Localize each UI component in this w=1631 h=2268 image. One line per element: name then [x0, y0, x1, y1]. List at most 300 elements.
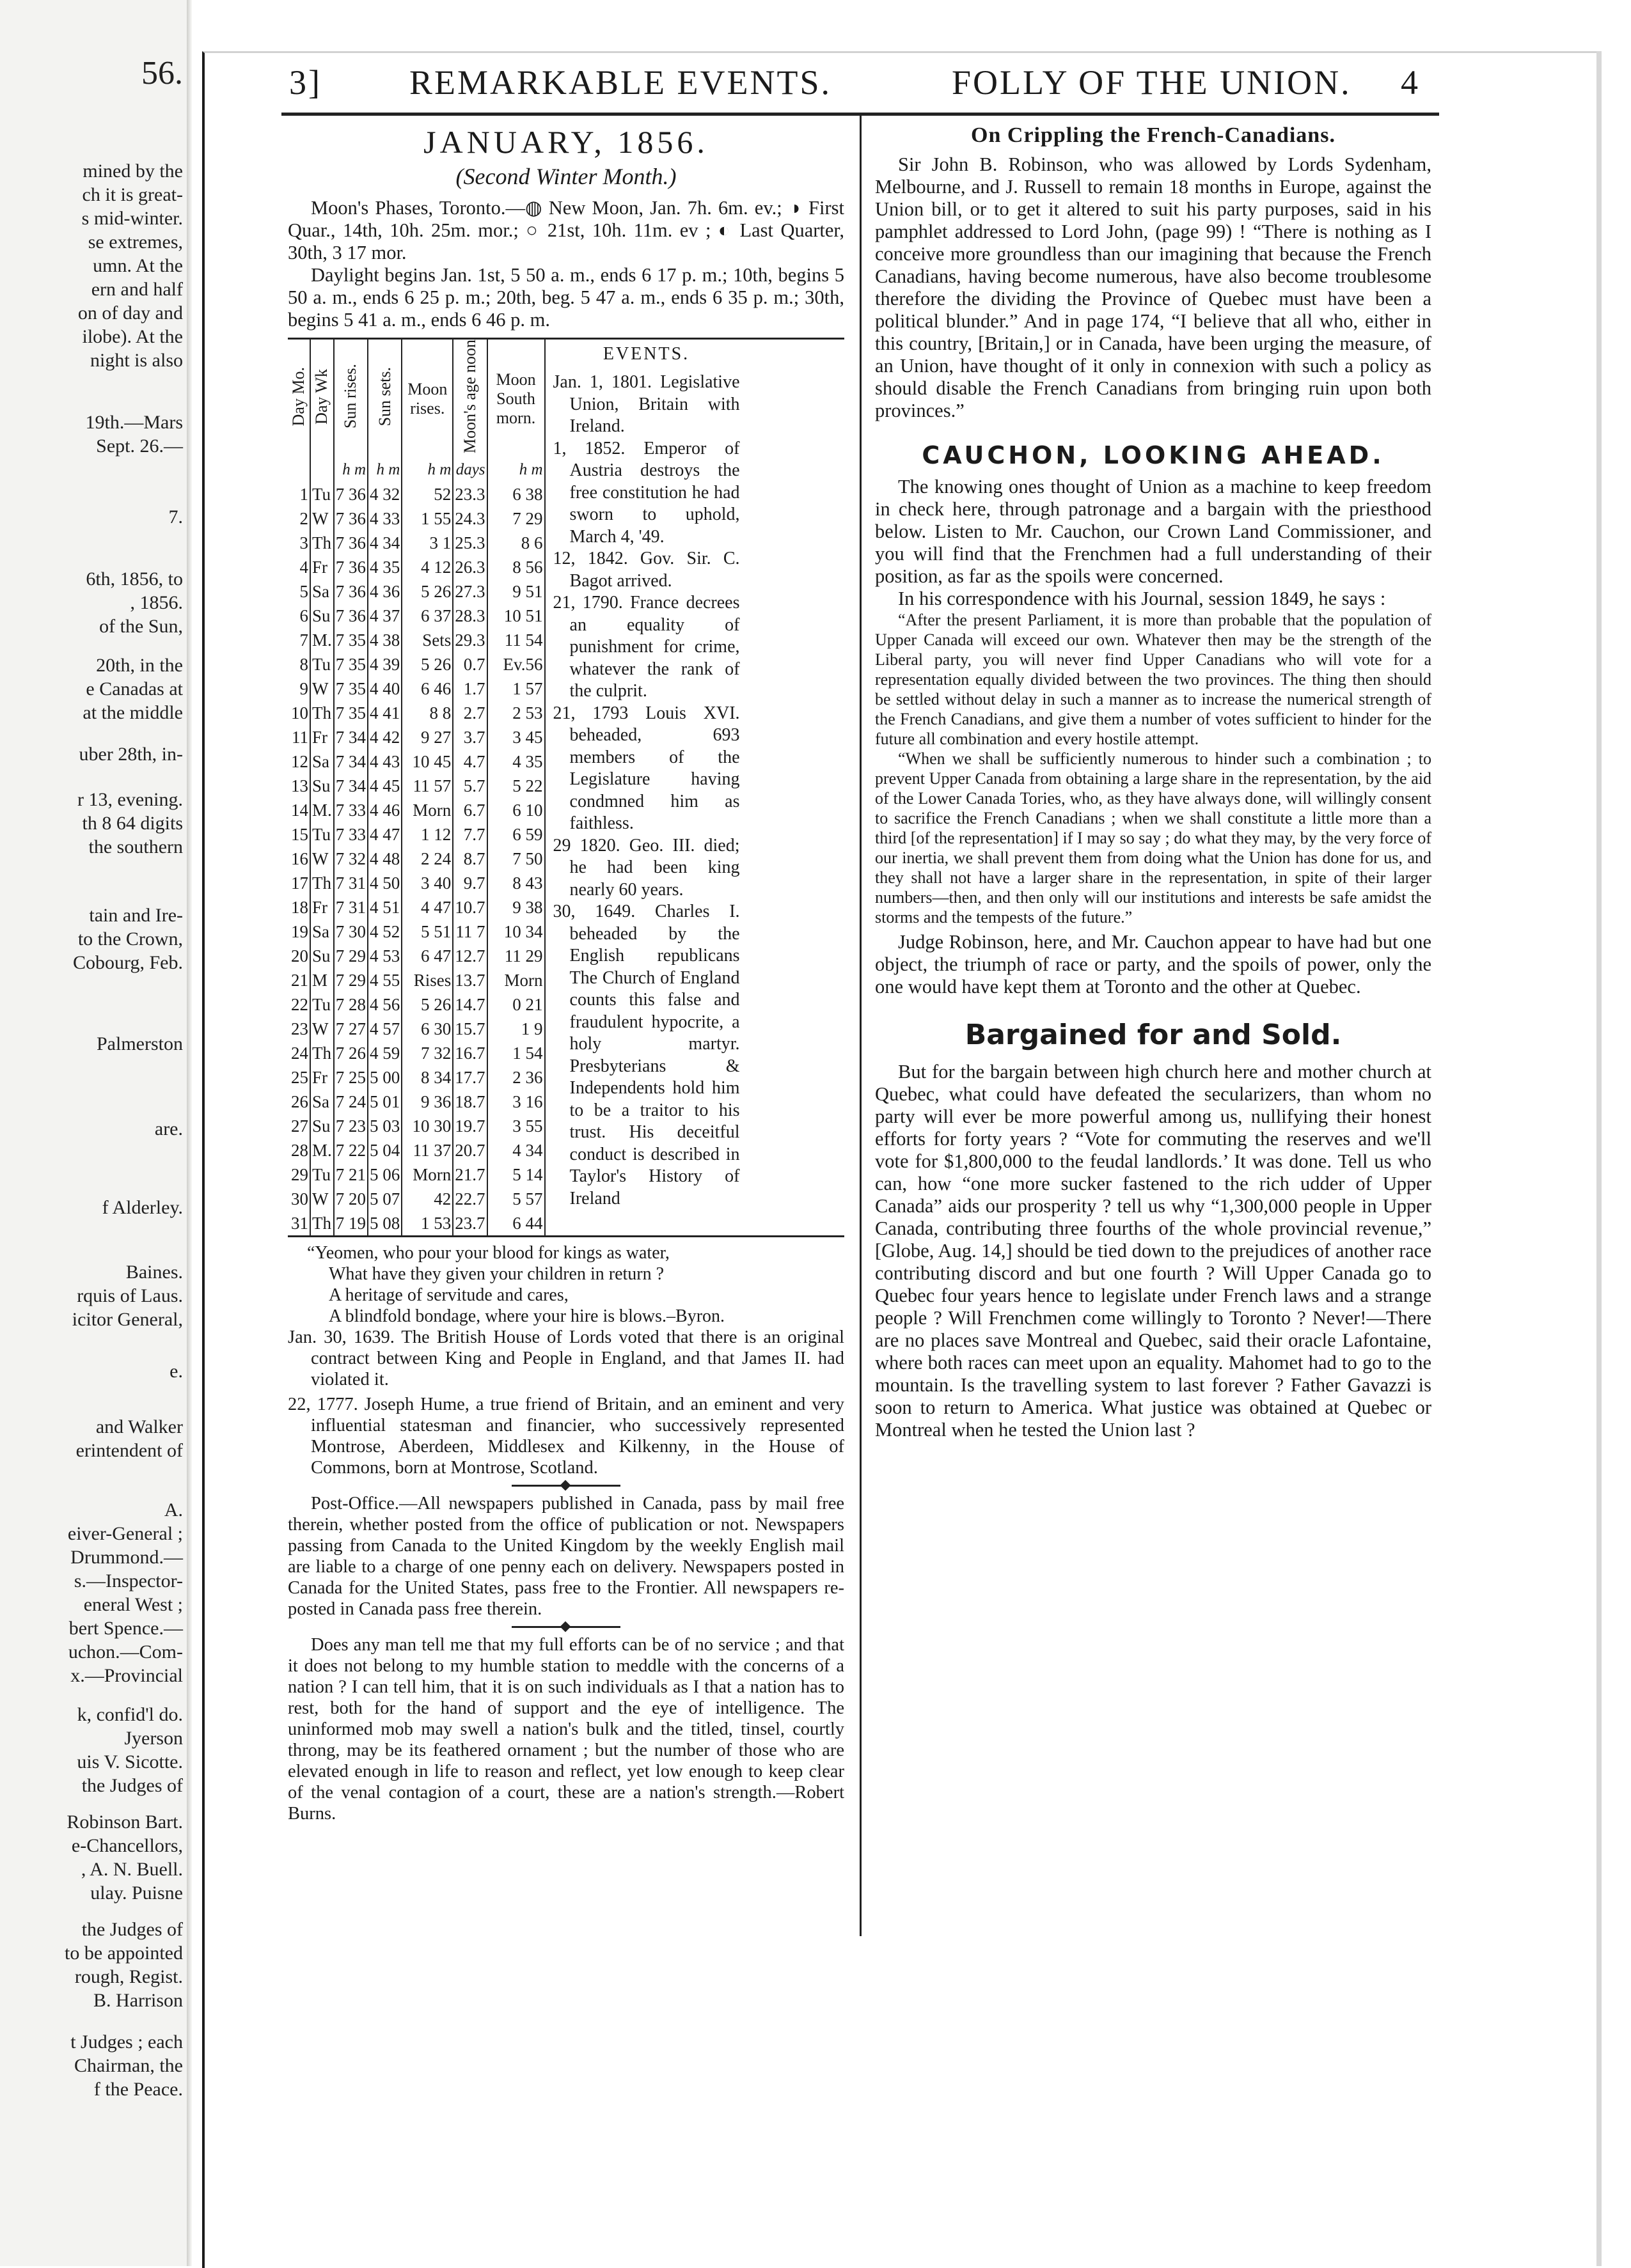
- almanac-cell: 1.7: [453, 676, 487, 701]
- previous-page-strip: [0, 0, 192, 2266]
- almanac-column-header: [334, 340, 368, 458]
- almanac-cell: 4 12: [402, 555, 453, 579]
- almanac-row: [288, 506, 544, 531]
- almanac-cell: 1 57: [487, 676, 544, 701]
- page-number-right: 4: [1401, 63, 1420, 102]
- almanac-cell: 11 37: [402, 1138, 453, 1162]
- almanac-cell: 31: [291, 1214, 308, 1233]
- almanac-cell: 14: [291, 801, 308, 820]
- almanac-cell: 4 59: [368, 1041, 402, 1065]
- previous-page-line: f Alderley.: [102, 1197, 183, 1218]
- almanac-cell: Sa: [310, 919, 334, 944]
- almanac-cell: Fr: [310, 555, 334, 579]
- previous-page-line: ilobe). At the: [82, 326, 183, 347]
- previous-page-line: are.: [154, 1118, 183, 1139]
- almanac-cell: 7 36: [334, 506, 368, 531]
- previous-page-line: Jyerson: [124, 1728, 183, 1749]
- almanac-cell: 7 30: [334, 919, 368, 944]
- almanac-cell: 4 56: [368, 992, 402, 1017]
- previous-page-line: the Judges of: [81, 1919, 183, 1940]
- almanac-unit: [310, 458, 334, 482]
- almanac-cell: 5 26: [402, 652, 453, 676]
- almanac-cell: 2.7: [453, 701, 487, 725]
- almanac-cell: Rises: [402, 968, 453, 992]
- almanac-cell: 7 35: [334, 676, 368, 701]
- page-fold: [187, 0, 192, 2266]
- almanac-cell: 6 44: [487, 1211, 544, 1235]
- almanac-cell: 24.3: [453, 506, 487, 531]
- almanac-row: [288, 1090, 544, 1114]
- previous-page-line: ulay. Puisne: [90, 1882, 183, 1904]
- almanac-cell: 15.7: [453, 1017, 487, 1041]
- almanac-row: [288, 822, 544, 847]
- almanac-cell: 21.7: [453, 1162, 487, 1187]
- almanac-row: [288, 919, 544, 944]
- almanac-cell: 7 50: [487, 847, 544, 871]
- almanac-cell: 9: [299, 679, 308, 699]
- almanac-cell: 9.7: [453, 871, 487, 895]
- almanac-cell: 23.7: [453, 1211, 487, 1235]
- almanac-cell: 7 20: [334, 1187, 368, 1211]
- almanac-cell: 4 45: [368, 774, 402, 798]
- previous-page-line: 19th.—Mars: [85, 412, 183, 433]
- previous-page-line: eneral West ;: [83, 1594, 183, 1615]
- previous-page-line: e Canadas at: [86, 678, 183, 700]
- almanac-cell: 19.7: [453, 1114, 487, 1138]
- previous-page-line: 7.: [168, 506, 183, 528]
- almanac-unit: days: [453, 458, 487, 482]
- almanac-cell: 8.7: [453, 847, 487, 871]
- almanac-cell: 7 34: [334, 725, 368, 749]
- previous-page-line: to be appointed: [65, 1943, 183, 1964]
- almanac-cell: 2 24: [402, 847, 453, 871]
- almanac-cell: 4 55: [368, 968, 402, 992]
- almanac-column-label: Sun rises.: [341, 364, 360, 429]
- almanac-cell: 4 34: [487, 1138, 544, 1162]
- column-rule: [860, 114, 862, 1936]
- almanac-cell: 1 55: [402, 506, 453, 531]
- almanac-cell: 7 33: [334, 798, 368, 822]
- almanac-cell: 7 29: [334, 968, 368, 992]
- almanac-cell: 6.7: [453, 798, 487, 822]
- previous-page-line: A.: [164, 1499, 183, 1521]
- almanac-cell: 22.7: [453, 1187, 487, 1211]
- almanac-unit: h m: [368, 458, 402, 482]
- almanac-cell: 4: [299, 558, 308, 577]
- poem-line: A blindfold bondage, where your hire is blows.–Byron.: [329, 1306, 725, 1327]
- almanac-calendar: [288, 338, 844, 1237]
- previous-page-line: 6th, 1856, to: [86, 568, 183, 590]
- article-heading-cauchon: CAUCHON, LOOKING AHEAD.: [922, 441, 1385, 469]
- almanac-units-row: [288, 458, 544, 482]
- almanac-cell: 5 03: [368, 1114, 402, 1138]
- previous-page-line: Chairman, the: [74, 2055, 183, 2076]
- almanac-cell: 25: [291, 1068, 308, 1088]
- almanac-unit: h m: [334, 458, 368, 482]
- almanac-cell: 4 53: [368, 944, 402, 968]
- almanac-cell: 5 00: [368, 1065, 402, 1090]
- poem-line: What have they given your children in return ?: [329, 1264, 665, 1285]
- previous-page-line: tain and Ire-: [89, 905, 183, 926]
- almanac-cell: 3 55: [487, 1114, 544, 1138]
- almanac-header-row: [288, 340, 544, 458]
- previous-page-line: and Walker: [95, 1416, 183, 1437]
- almanac-row: [288, 968, 544, 992]
- almanac-cell: 30: [291, 1189, 308, 1209]
- previous-page-line: erintendent of: [75, 1440, 183, 1461]
- almanac-row: [288, 1017, 544, 1041]
- almanac-cell: 13: [291, 776, 308, 796]
- almanac-cell: Th: [310, 871, 334, 895]
- almanac-cell: 7 23: [334, 1114, 368, 1138]
- almanac-cell: 23: [291, 1019, 308, 1039]
- almanac-row: [288, 1041, 544, 1065]
- almanac-cell: 6: [299, 606, 308, 626]
- post-office-notice: Post-Office.—All newspapers published in Canada, pass by mail free therein, whether posted from the office of publication or not. Newspapers passing from Canada to the United Kingdom by the weekly English mail are liable to a charge of one penny each on delivery. Newspapers posted in Canada for the United States, pass free to the Frontier. All newspapers re-posted in Canada pass free therein.: [288, 1494, 844, 1620]
- almanac-cell: 8 56: [487, 555, 544, 579]
- almanac-cell: Morn: [487, 968, 544, 992]
- previous-page-line: umn. At the: [93, 255, 183, 276]
- previous-page-line: r 13, evening.: [77, 789, 183, 810]
- previous-page-line: k, confid'l do.: [77, 1704, 183, 1725]
- almanac-cell: 8: [299, 655, 308, 675]
- almanac-cell: 20: [291, 946, 308, 966]
- previous-page-line: Baines.: [125, 1262, 183, 1283]
- almanac-table: [288, 340, 544, 1235]
- previous-page-line: , 1856.: [130, 592, 183, 613]
- almanac-cell: 52: [402, 482, 453, 506]
- previous-page-line: , A. N. Buell.: [81, 1859, 183, 1880]
- almanac-cell: M.: [310, 628, 334, 652]
- almanac-cell: 10 51: [487, 604, 544, 628]
- almanac-row: [288, 871, 544, 895]
- month-title: JANUARY, 1856.: [423, 124, 709, 160]
- almanac-row: [288, 749, 544, 774]
- almanac-cell: 25.3: [453, 531, 487, 555]
- almanac-cell: 1 12: [402, 822, 453, 847]
- previous-page-line: the southern: [88, 836, 183, 857]
- previous-page-line: uis V. Sicotte.: [77, 1751, 183, 1772]
- almanac-cell: 17.7: [453, 1065, 487, 1090]
- almanac-cell: M: [310, 968, 334, 992]
- poem-line: “Yeomen, who pour your blood for kings as water,: [307, 1243, 670, 1263]
- almanac-cell: 7 35: [334, 652, 368, 676]
- ornament-divider: [512, 1626, 620, 1628]
- previous-page-line: Cobourg, Feb.: [73, 952, 183, 973]
- almanac-cell: 16: [291, 849, 308, 869]
- almanac-cell: 12.7: [453, 944, 487, 968]
- almanac-cell: 8 34: [402, 1065, 453, 1090]
- almanac-cell: Tu: [310, 992, 334, 1017]
- almanac-cell: 42: [402, 1187, 453, 1211]
- previous-page-line: ern and half: [91, 279, 183, 300]
- almanac-row: [288, 992, 544, 1017]
- article-paragraph: The knowing ones thought of Union as a machine to keep freedom in check here, through patronage and a bargain with the priesthood below. Listen to Mr. Cauchon, our Crown Land Commissioner, and you will find that the Frenchmen had a full understanding of their position, as far as the spoils were concerned.: [875, 476, 1431, 587]
- almanac-cell: 7 29: [487, 506, 544, 531]
- almanac-cell: 4 36: [368, 579, 402, 604]
- almanac-cell: 8 8: [402, 701, 453, 725]
- almanac-cell: 7 36: [334, 604, 368, 628]
- almanac-cell: Sa: [310, 1090, 334, 1114]
- almanac-cell: 3 16: [487, 1090, 544, 1114]
- almanac-cell: 5 06: [368, 1162, 402, 1187]
- almanac-body: [288, 458, 544, 1235]
- almanac-cell: 26.3: [453, 555, 487, 579]
- almanac-cell: 13.7: [453, 968, 487, 992]
- almanac-cell: 6 37: [402, 604, 453, 628]
- almanac-row: [288, 798, 544, 822]
- almanac-cell: 4 47: [368, 822, 402, 847]
- event-item: 12, 1842. Gov. Sir. C. Bagot arrived.: [553, 549, 740, 591]
- almanac-cell: 4 57: [368, 1017, 402, 1041]
- almanac-cell: 9 51: [487, 579, 544, 604]
- previous-page-line: at the middle: [83, 702, 183, 723]
- almanac-cell: 1: [299, 485, 308, 504]
- almanac-cell: W: [310, 1017, 334, 1041]
- previous-page-line: night is also: [90, 350, 183, 371]
- previous-page-line: Sept. 26.—: [96, 435, 183, 457]
- previous-page-line: f the Peace.: [93, 2079, 183, 2100]
- left-column-articles: [288, 1327, 844, 1824]
- running-title-left: REMARKABLE EVENTS.: [409, 63, 831, 102]
- almanac-cell: 9 36: [402, 1090, 453, 1114]
- almanac-row: [288, 482, 544, 506]
- almanac-cell: Sets: [402, 628, 453, 652]
- almanac-unit: h m: [487, 458, 544, 482]
- previous-page-line: Drummond.—: [70, 1547, 183, 1568]
- almanac-row: [288, 531, 544, 555]
- almanac-row: [288, 676, 544, 701]
- almanac-cell: 5: [299, 582, 308, 602]
- running-title-right: FOLLY OF THE UNION.: [952, 63, 1351, 102]
- previous-page-line: 56.: [141, 55, 183, 91]
- almanac-cell: 6 47: [402, 944, 453, 968]
- article-heading-crippling: On Crippling the French-Canadians.: [971, 123, 1336, 147]
- almanac-cell: 7 34: [334, 774, 368, 798]
- almanac-cell: M.: [310, 798, 334, 822]
- almanac-cell: 9 38: [487, 895, 544, 919]
- previous-page-line: Robinson Bart.: [67, 1811, 183, 1833]
- daylight: Daylight begins Jan. 1st, 5 50 a. m., ends 6 17 p. m.; 10th, begins 5 50 a. m., ends 6 25 p. m.; 20th, beg. 5 47 a. m., ends 6 35 p. m.; 30th, begins 5 41 a. m., ends 6 46 p. m.: [288, 264, 844, 331]
- previous-page-line: mined by the: [83, 160, 183, 182]
- almanac-row: [288, 628, 544, 652]
- almanac-cell: Tu: [310, 1162, 334, 1187]
- previous-page-line: x.—Provincial: [70, 1665, 183, 1686]
- event-item: 21, 1790. France decrees an equality of punishment for crime, whatever the rank of the culprit.: [553, 593, 740, 701]
- almanac-cell: 14.7: [453, 992, 487, 1017]
- almanac-cell: 10 34: [487, 919, 544, 944]
- almanac-cell: 4 43: [368, 749, 402, 774]
- almanac-cell: 4.7: [453, 749, 487, 774]
- previous-page-line: s.—Inspector-: [74, 1570, 183, 1592]
- almanac-cell: 4 35: [487, 749, 544, 774]
- almanac-cell: Th: [310, 1211, 334, 1235]
- previous-page-line: Palmerston: [97, 1033, 183, 1054]
- almanac-cell: 8 43: [487, 871, 544, 895]
- almanac-column-header: [288, 340, 310, 458]
- almanac-column-header: [310, 340, 334, 458]
- almanac-cell: 9 27: [402, 725, 453, 749]
- almanac-row: [288, 847, 544, 871]
- almanac-cell: 2 53: [487, 701, 544, 725]
- almanac-cell: 29: [291, 1165, 308, 1185]
- almanac-cell: 18: [291, 898, 308, 918]
- almanac-cell: Fr: [310, 895, 334, 919]
- almanac-cell: Tu: [310, 482, 334, 506]
- previous-page-line: se extremes,: [88, 231, 183, 253]
- almanac-cell: Th: [310, 531, 334, 555]
- almanac-cell: W: [310, 847, 334, 871]
- almanac-cell: 11 29: [487, 944, 544, 968]
- almanac-cell: 28.3: [453, 604, 487, 628]
- almanac-cell: 5 07: [368, 1187, 402, 1211]
- almanac-cell: 10 45: [402, 749, 453, 774]
- almanac-cell: 7 28: [334, 992, 368, 1017]
- previous-page-line: 20th, in the: [96, 655, 183, 676]
- almanac-cell: 5 22: [487, 774, 544, 798]
- almanac-cell: 7 29: [334, 944, 368, 968]
- almanac-cell: 7 27: [334, 1017, 368, 1041]
- almanac-cell: 10.7: [453, 895, 487, 919]
- almanac-cell: 7 36: [334, 555, 368, 579]
- almanac-cell: 4 41: [368, 701, 402, 725]
- almanac-cell: 8 6: [487, 531, 544, 555]
- almanac-cell: 7 36: [334, 579, 368, 604]
- almanac-column-label: Moon's age noon: [460, 340, 479, 454]
- almanac-row: [288, 555, 544, 579]
- almanac-row: [288, 579, 544, 604]
- almanac-cell: 1 9: [487, 1017, 544, 1041]
- right-column: [875, 121, 1431, 1441]
- almanac-cell: Morn: [402, 798, 453, 822]
- almanac-cell: 4 52: [368, 919, 402, 944]
- almanac-cell: 24: [291, 1044, 308, 1063]
- almanac-cell: 7 35: [334, 628, 368, 652]
- almanac-cell: Su: [310, 604, 334, 628]
- almanac-cell: 4 37: [368, 604, 402, 628]
- almanac-cell: 11: [292, 728, 308, 747]
- joseph-hume-item: 22, 1777. Joseph Hume, a true friend of Britain, and an eminent and very influential statesman and financier, who successively represented Montrose, Aberdeen, Middlesex and Kilkenny, in the House of Commons, born at Montrose, Scotland.: [288, 1395, 844, 1478]
- almanac-cell: 4 35: [368, 555, 402, 579]
- event-item: 1, 1852. Emperor of Austria destroys the free constitution he had sworn to uphold, March 4, '49.: [553, 438, 740, 547]
- almanac-cell: 4 51: [368, 895, 402, 919]
- poem-line: A heritage of servitude and cares,: [329, 1285, 569, 1306]
- almanac-row: [288, 1211, 544, 1235]
- article-heading-bargained: Bargained for and Sold.: [965, 1019, 1342, 1051]
- almanac-cell: W: [310, 506, 334, 531]
- almanac-cell: 7 35: [334, 701, 368, 725]
- events-title: EVENTS.: [603, 344, 690, 364]
- almanac-cell: 7 32: [334, 847, 368, 871]
- almanac-cell: 15: [291, 825, 308, 845]
- article-paragraph: In his correspondence with his Journal, session 1849, he says :: [898, 588, 1386, 609]
- almanac-cell: 7 36: [334, 482, 368, 506]
- byron-quote: [288, 1242, 844, 1327]
- almanac-cell: 11 54: [487, 628, 544, 652]
- almanac-cell: 7.7: [453, 822, 487, 847]
- event-item: 29 1820. Geo. III. died; he had been king nearly 60 years.: [553, 835, 740, 900]
- almanac-cell: 12: [291, 752, 308, 772]
- almanac-cell: 22: [291, 995, 308, 1015]
- almanac-column-label: Moon rises.: [407, 379, 448, 418]
- almanac-row: [288, 1065, 544, 1090]
- almanac-cell: 3.7: [453, 725, 487, 749]
- almanac-cell: 3 45: [487, 725, 544, 749]
- almanac-cell: 6 38: [487, 482, 544, 506]
- almanac-cell: 4 32: [368, 482, 402, 506]
- almanac-cell: 4 40: [368, 676, 402, 701]
- almanac-cell: 7 31: [334, 871, 368, 895]
- almanac-cell: 5 04: [368, 1138, 402, 1162]
- almanac-cell: 6 30: [402, 1017, 453, 1041]
- almanac-cell: 11 57: [402, 774, 453, 798]
- cauchon-quote: “When we shall be sufficiently numerous to hinder such a combination ; to prevent Upper Canada from obtaining a large share in the representation, by the aid of the Lower Canada Tories, who, as they have always done, will willingly consent to sacrifice the French Canadians ; when we shall constitute a little more than a third [of the representation] if I may so say ; do what they may, by the very force of our inertia, we shall prevent them from doing what the Union has done for us, and they shall not have a larger share in the representation, in spite of their larger numbers—then, and then only will our institutions and interests be safe amidst the storms and the tempests of the future.”: [875, 749, 1431, 927]
- almanac-cell: Morn: [402, 1162, 453, 1187]
- almanac-cell: 16.7: [453, 1041, 487, 1065]
- almanac-cell: 10: [291, 703, 308, 723]
- almanac-cell: 1 53: [402, 1211, 453, 1235]
- almanac-cell: 29.3: [453, 628, 487, 652]
- previous-page-line: to the Crown,: [77, 928, 183, 950]
- almanac-cell: 10 30: [402, 1114, 453, 1138]
- almanac-cell: 21: [291, 971, 308, 990]
- almanac-cell: 7: [299, 630, 308, 650]
- house-of-lords-item: Jan. 30, 1639. The British House of Lords voted that there is an original contract between King and People in England, and that James II. had violated it.: [288, 1327, 844, 1390]
- event-item: Jan. 1, 1801. Legislative Union, Britain with Ireland.: [553, 372, 740, 436]
- almanac-cell: M.: [310, 1138, 334, 1162]
- event-item: 30, 1649. Charles I. beheaded by the English republicans The Church of England counts this false and fraudulent hypocrite, a holy martyr. Presbyterians & Independents hold him to be a traitor to his trust. His deceitful conduct is described in Taylor's History of Ireland: [553, 902, 740, 1208]
- almanac-cell: 5 14: [487, 1162, 544, 1187]
- almanac-cell: 4 50: [368, 871, 402, 895]
- almanac-cell: 6 10: [487, 798, 544, 822]
- almanac-cell: 7 33: [334, 822, 368, 847]
- almanac-cell: 7 31: [334, 895, 368, 919]
- events-list: [553, 371, 740, 1210]
- almanac-column-header: [453, 340, 487, 458]
- previous-page-line: uchon.—Com-: [68, 1641, 183, 1662]
- almanac-unit: [288, 458, 310, 482]
- almanac-cell: 7 26: [334, 1041, 368, 1065]
- almanac-cell: Th: [310, 701, 334, 725]
- previous-page-line: e.: [169, 1361, 183, 1382]
- moon-phases: Moon's Phases, Toronto.—◍ New Moon, Jan. 7h. 6m. ev.; ◑ First Quar., 14th, 10h. 25m. mor.; ○ 21st, 10h. 11m. ev ; ◐ Last Quarter, 30th, 3 17 mor.: [288, 197, 844, 263]
- almanac-cell: 18.7: [453, 1090, 487, 1114]
- previous-page-line: icitor General,: [72, 1309, 183, 1330]
- almanac-row: [288, 1187, 544, 1211]
- almanac-cell: 7 25: [334, 1065, 368, 1090]
- article-paragraph: Judge Robinson, here, and Mr. Cauchon appear to have had but one object, the triumph of race or party, and the spoils of power, only the one would have kept them at Toronto and the other at Quebec.: [875, 931, 1431, 997]
- almanac-row: [288, 725, 544, 749]
- almanac-row: [288, 774, 544, 798]
- previous-page-line: bert Spence.—: [68, 1618, 183, 1639]
- previous-page-line: th 8 64 digits: [82, 813, 183, 834]
- previous-page-line: B. Harrison: [93, 1990, 183, 2011]
- almanac-cell: 28: [291, 1141, 308, 1161]
- almanac-cell: 7 32: [402, 1041, 453, 1065]
- almanac-cell: 2: [299, 509, 308, 529]
- almanac-column-label: Moon South morn.: [496, 370, 536, 427]
- almanac-cell: 1 54: [487, 1041, 544, 1065]
- almanac-cell: Th: [310, 1041, 334, 1065]
- previous-page-line: the Judges of: [81, 1775, 183, 1796]
- previous-page-line: t Judges ; each: [70, 2031, 183, 2053]
- almanac-cell: Su: [310, 1114, 334, 1138]
- left-column: [288, 121, 844, 1824]
- ornament-divider: [512, 1485, 620, 1487]
- almanac-cell: 5 51: [402, 919, 453, 944]
- almanac-cell: Fr: [310, 1065, 334, 1090]
- almanac-row: [288, 944, 544, 968]
